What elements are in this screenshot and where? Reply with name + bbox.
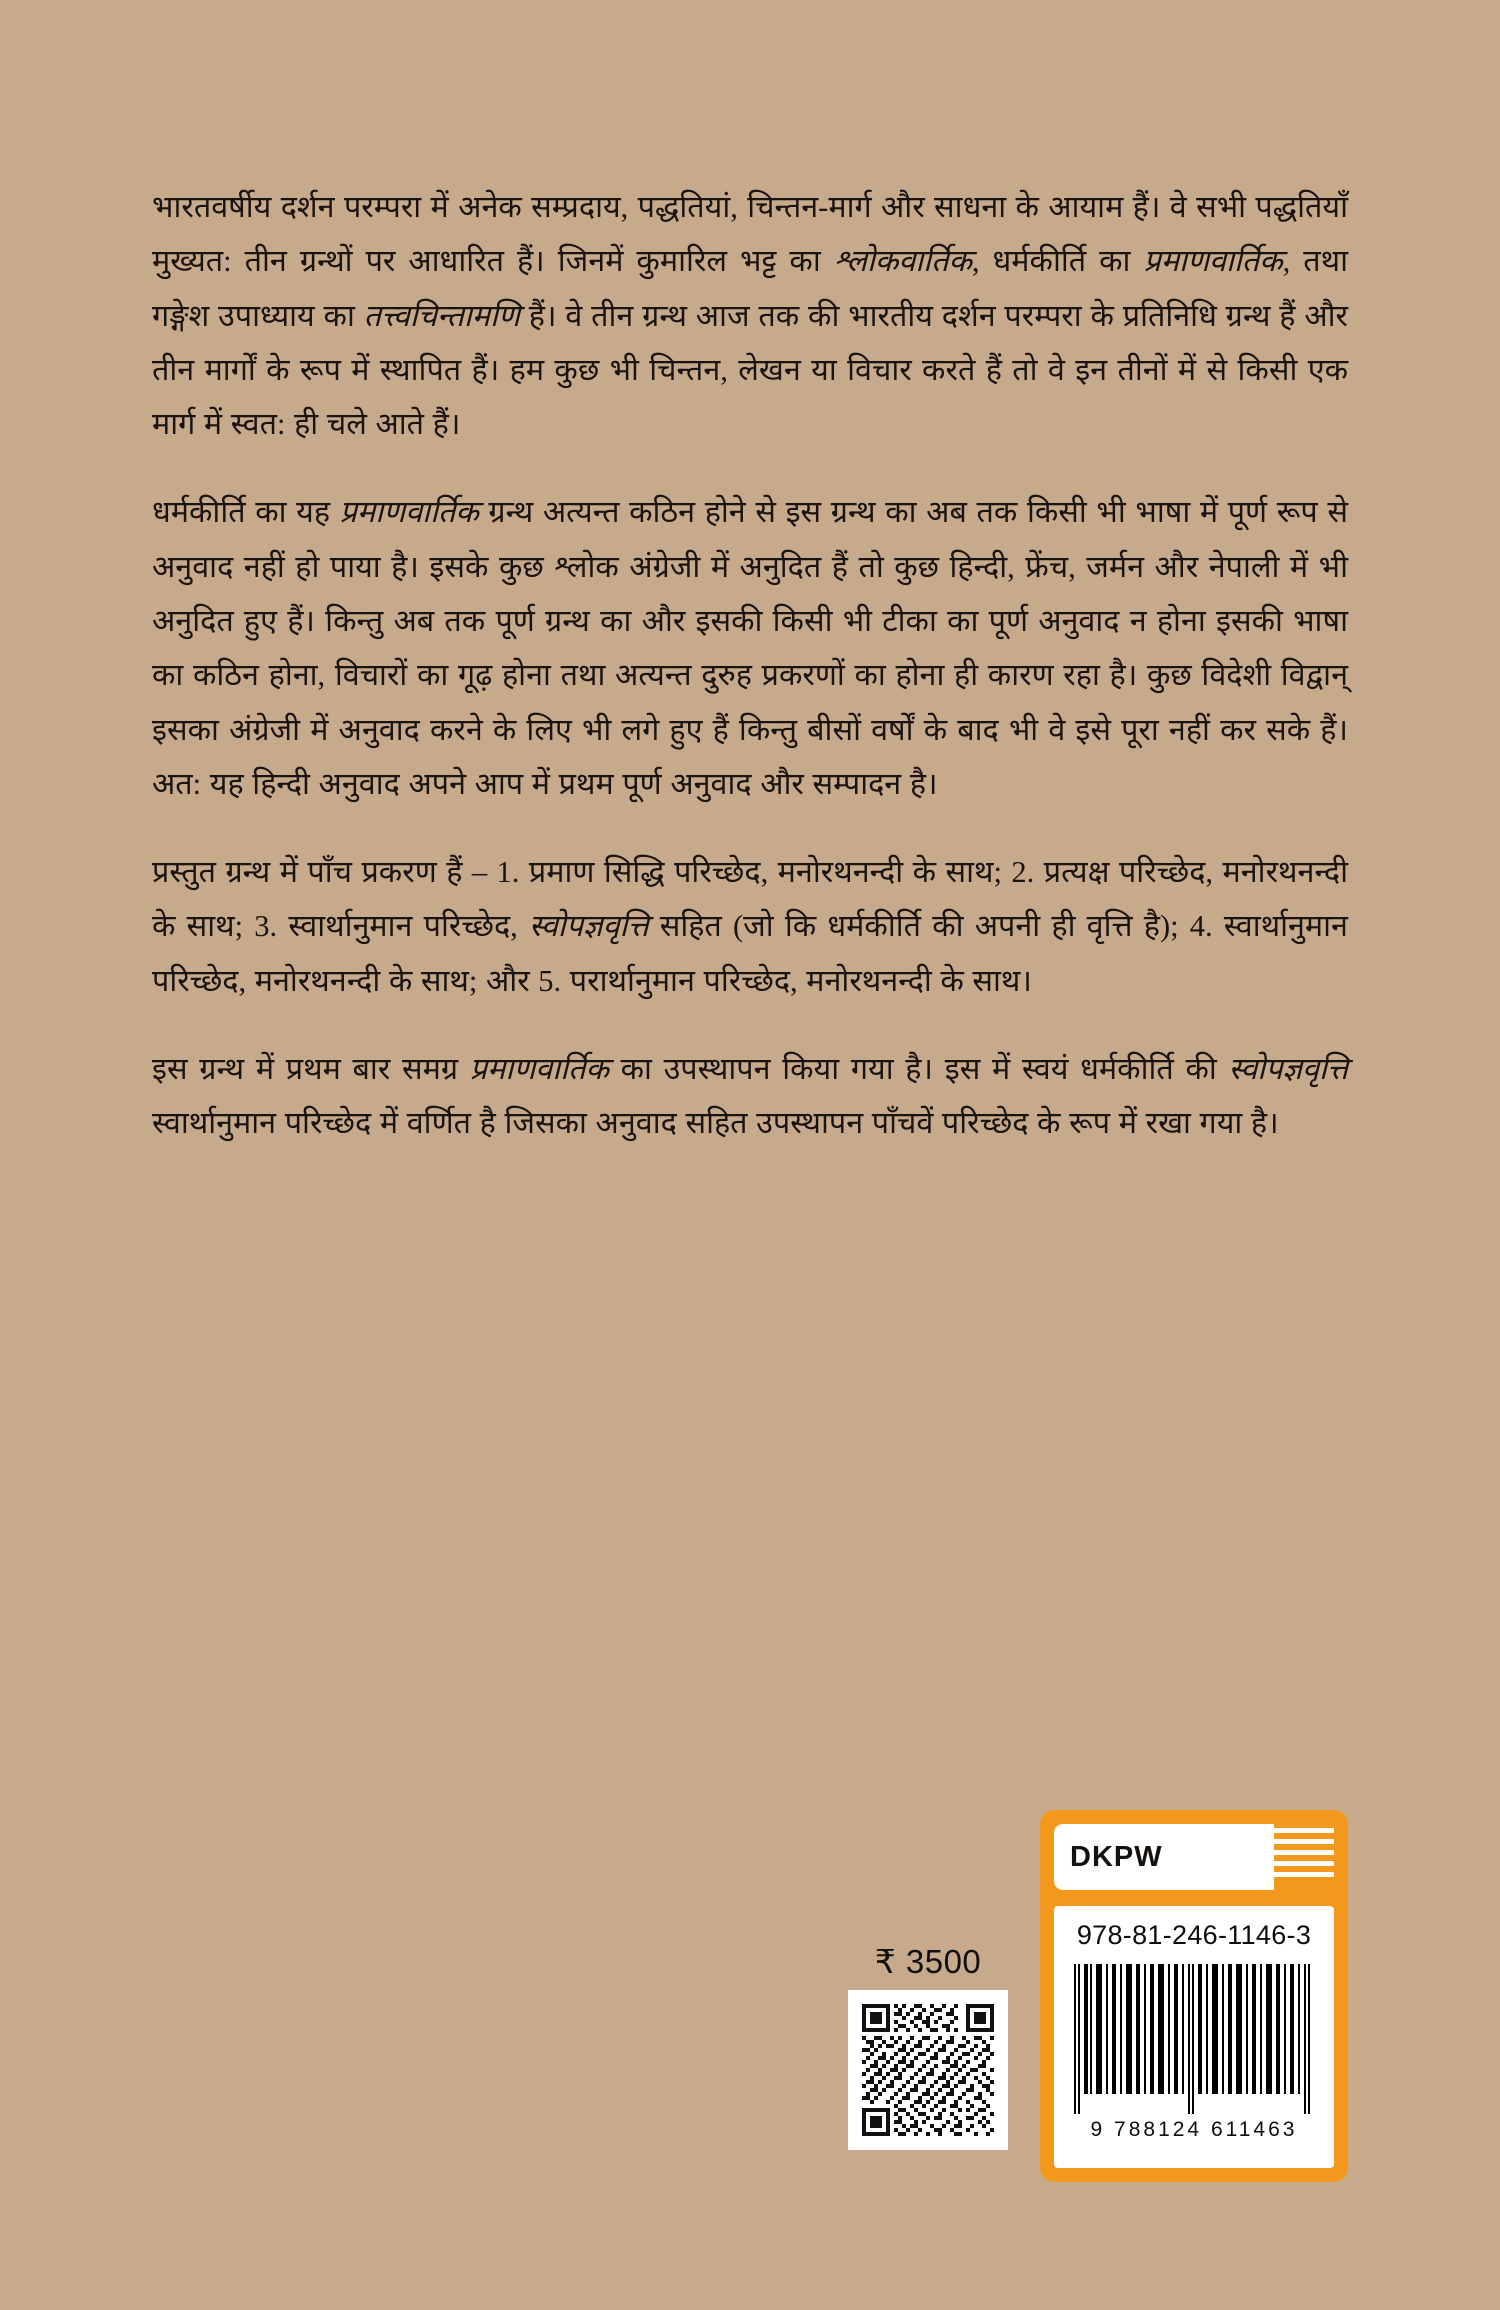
qr-code-graphic (862, 2004, 994, 2136)
barcode-block (1054, 1906, 1334, 2168)
barcode-graphic (1072, 1964, 1316, 2114)
publisher-logo-text: DKPW (1070, 1840, 1163, 1873)
qr-code[interactable] (848, 1990, 1008, 2150)
logo-stripes-icon (1230, 1828, 1334, 1886)
price-label: ₹ 3500 (874, 1943, 982, 1980)
blurb-paragraph: प्रस्तुत ग्रन्थ में पाँच प्रकरण हैं – 1. प्रमाण सिद्धि परिच्छेद, मनोरथनन्दी के साथ; 2. प्रत्यक्ष परिच्छेद, मनोरथनन्दी के साथ; 3. स्वार्थानुमान परिच्छेद, स्वोपज्ञवृत्ति सहित (जो कि धर्मकीर्ति की अपनी ही वृत्ति है); 4. स्वार्थानुमान परिच्छेद, मनोरथनन्दी के साथ; और 5. परार्थानुमान परिच्छेद, मनोरथनन्दी के साथ। (152, 855, 1348, 998)
isbn-number: 978-81-246-1146-3 (1076, 1920, 1312, 1950)
blurb-paragraph: धर्मकीर्ति का यह प्रमाणवार्तिक ग्रन्थ अत्यन्त कठिन होने से इस ग्रन्थ का अब तक किसी भी भाषा में पूर्ण रूप से अनुवाद नहीं हो पाया है। इसके कुछ श्लोक अंग्रेजी में अनुदित हैं तो कुछ हिन्दी, फ्रेंच, जर्मन और नेपाली में भी अनुदित हुए हैं। किन्तु अब तक पूर्ण ग्रन्थ का और इसकी किसी भी टीका का पूर्ण अनुवाद न होना इसकी भाषा का कठिन होना, विचारों का गूढ़ होना तथा अत्यन्त दुरुह प्रकरणों का होना ही कारण रहा है। कुछ विदेशी विद्वान् इसका अंग्रेजी में अनुवाद करने के लिए भी लगे हुए हैं किन्तु बीसों वर्षों के बाद भी वे इसे पूरा नहीं कर सके हैं। अत: यह हिन्दी अनुवाद अपने आप में प्रथम पूर्ण अनुवाद और सम्पादन है। (152, 495, 1348, 801)
blurb-text-block (152, 180, 1348, 1151)
blurb-paragraph: भारतवर्षीय दर्शन परम्परा में अनेक सम्प्रदाय, पद्धतियां, चिन्तन-मार्ग और साधना के आयाम हैं। वे सभी पद्धतियाँ मुख्यत: तीन ग्रन्थों पर आधारित हैं। जिनमें कुमारिल भट्ट का श्लोकवार्तिक, धर्मकीर्ति का प्रमाणवार्तिक, तथा गङ्गेश उपाध्याय का तत्त्वचिन्तामणि हैं। वे तीन ग्रन्थ आज तक की भारतीय दर्शन परम्परा के प्रतिनिधि ग्रन्थ हैं और तीन मार्गों के रूप में स्थापित हैं। हम कुछ भी चिन्तन, लेखन या विचार करते हैं तो वे इन तीनों में से किसी एक मार्ग में स्वत: ही चले आते हैं। (152, 190, 1348, 442)
blurb-paragraph: इस ग्रन्थ में प्रथम बार समग्र प्रमाणवार्तिक का उपस्थापन किया गया है। इस में स्वयं धर्मकीर्ति की स्वोपज्ञवृत्ति स्वार्थानुमान परिच्छेद में वर्णित है जिसका अनुवाद सहित उपस्थापन पाँचवें परिच्छेद के रूप में रखा गया है। (152, 1051, 1348, 1141)
publisher-isbn-panel (1040, 1810, 1348, 2182)
ean-digits: 9 788124 611463 (1090, 2118, 1298, 2141)
cover-footer (0, 1790, 1500, 2310)
